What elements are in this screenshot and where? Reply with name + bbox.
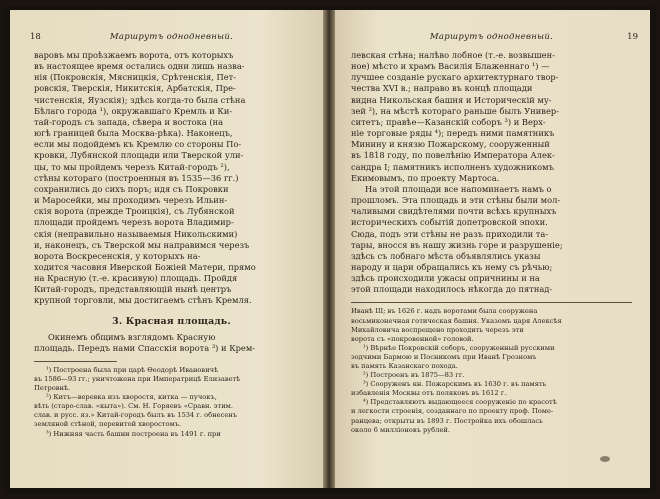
text-line: сандра I; памятникъ исполненъ художникомъ bbox=[351, 161, 554, 172]
text-line: тай-городъ съ запада, сѣвера и востока (на bbox=[34, 116, 224, 127]
text-line: чистенскія, Яузскія); здѣсь когда-то была стѣна bbox=[34, 94, 246, 105]
text-line: стѣны котораго (построенныя въ 1535—36 гг.) bbox=[34, 172, 239, 183]
text-line: если мы подойдемъ къ Кремлю со стороны По- bbox=[34, 139, 242, 150]
text-line: Минину и князю Пожарскому, сооруженный bbox=[351, 139, 550, 150]
text-line: въ настоящее время остались одни лишь назва- bbox=[34, 61, 245, 72]
text-line: ровскія, Тверскія, Никитскія, Арбатскія, Пре- bbox=[34, 83, 236, 94]
text-line: зей ²), на мѣстѣ котораго раньше былъ Универ- bbox=[351, 105, 559, 116]
footnote-divider bbox=[351, 302, 632, 303]
footnote-line: восьмиконечная готическая башня. Указомъ царя Алексѣя bbox=[351, 316, 562, 325]
section-heading: 3. Красная площадь. bbox=[112, 315, 231, 327]
right-page bbox=[335, 10, 650, 488]
page-number: 18 bbox=[30, 32, 41, 42]
text-line: ворота Воскресенскія, у которыхъ на- bbox=[34, 250, 201, 261]
footnote-line: слав. и русс. яз.» Китай-городъ былъ въ 1534 г. обнесенъ bbox=[34, 411, 238, 420]
footnote-line: Иванѣ III; въ 1626 г. надъ воротами была сооружена bbox=[351, 307, 538, 316]
text-line: площадь. Передъ нами Спасскія ворота ³) и Крем- bbox=[34, 342, 256, 353]
text-line: Сюда, подъ эти стѣны не разъ приходили та- bbox=[351, 228, 549, 239]
text-line: здѣсь съ лобнаго мѣста объявлялись указы bbox=[351, 250, 541, 261]
running-head: Маршрутъ однодневный. bbox=[109, 32, 234, 42]
left-body-text bbox=[34, 50, 309, 307]
footnote-line: ранцева; открыты въ 1893 г. Постройка ихъ обошлась bbox=[351, 416, 543, 425]
text-line: нія (Покровскія, Мясницкія, Срѣтенскія, Пет- bbox=[34, 72, 237, 83]
book-gutter bbox=[323, 10, 335, 488]
right-page-header bbox=[351, 32, 638, 46]
text-line: скія (неправильно называемыя Никольскими) bbox=[34, 228, 238, 239]
text-line: ходится часовня Иверской Божіей Матери, прямо bbox=[34, 261, 256, 272]
section-body-text bbox=[34, 332, 309, 354]
running-head: Маршрутъ однодневный. bbox=[429, 32, 554, 42]
footnote-line: избавленія Москвы отъ поляковъ въ 1612 г. bbox=[351, 389, 507, 398]
text-line: тары, вносся въ нашу жизнь горе и разрушеніе; bbox=[351, 239, 563, 250]
text-line: ситетъ; правѣе—Казанскій соборъ ³) и Верх- bbox=[351, 116, 546, 127]
text-line: чаливыми свидѣтелями почти всѣхъ крупныхъ bbox=[351, 206, 557, 217]
open-book bbox=[4, 6, 656, 494]
footnote-line: и легкости строенія, созданнаго по проекту проф. Поме- bbox=[351, 407, 554, 416]
text-line: этой площади находилось нѣкогда до пятнад- bbox=[351, 284, 553, 295]
footnote-line: ⁴) Представляютъ выдающееся сооруженіе по красотѣ bbox=[363, 398, 557, 407]
footnote-line: ³) Нижняя часть башни построена въ 1491 г. при bbox=[46, 429, 221, 438]
text-line: и, наконецъ, съ Тверской мы направимся черезъ bbox=[34, 239, 250, 250]
footnote-line: зодчими Бармою и Посникомъ при Иванѣ Грозномъ bbox=[351, 352, 537, 361]
text-line: и Маросейки, мы проходимъ черезъ Ильин- bbox=[34, 195, 228, 206]
footnote-line: ворота съ «покровенной» головой. bbox=[351, 334, 474, 343]
footnote-line: Михайловича воспрещено проходить черезъ эти bbox=[351, 325, 524, 334]
text-line: на Красную (т.-е. красивую) площадь. Пройдя bbox=[34, 273, 238, 284]
footnote-line: ¹) Построена была при царѣ Ѳеодорѣ Ивановичѣ bbox=[46, 365, 219, 374]
footnote-line: Петровнѣ. bbox=[34, 384, 71, 393]
page-number: 19 bbox=[627, 32, 638, 42]
footnote-divider bbox=[34, 361, 117, 362]
text-line: кровки, Лубянской площади или Тверской ули- bbox=[34, 150, 244, 161]
text-line: варовъ мы проѣзжаемъ ворота, отъ которыхъ bbox=[34, 50, 234, 60]
footnote-line: ²) Построенъ въ 1875—83 гг. bbox=[363, 371, 465, 380]
text-line: народу и цари обращались къ нему съ рѣчью; bbox=[351, 261, 553, 272]
text-line: ное) мѣсто и храмъ Василія Блаженнаго ¹) — bbox=[351, 61, 550, 72]
right-footnotes bbox=[351, 307, 632, 434]
text-line: лучшее созданіе рускаго архитектурнаго твор- bbox=[351, 72, 559, 83]
footnote-line: вѣть (старо-слав. «кыта»). См. Н. Горяевъ «Сравн. этим. bbox=[34, 402, 233, 411]
text-line: левская стѣна; налѣво лобное (т.-е. возвышен- bbox=[351, 50, 555, 60]
text-line: Екимовымъ, по проекту Мартоса. bbox=[351, 172, 500, 183]
text-line: въ 1818 году, по повелѣнію Императора Алек- bbox=[351, 150, 555, 161]
footnote-line: земляной стѣной, перевитой хворостомъ. bbox=[34, 420, 182, 429]
text-line: югѣ границей была Москва-рѣка). Наконецъ, bbox=[34, 128, 233, 139]
text-line: чества XVI в.; направо въ концѣ площади bbox=[351, 83, 533, 94]
footnote-line: въ память Казанскаго похода. bbox=[351, 362, 458, 370]
text-line: историческихъ событій допетровской эпохи. bbox=[351, 217, 548, 228]
text-line: На этой площади все напоминаетъ намъ о bbox=[365, 183, 552, 194]
left-footnotes bbox=[34, 366, 309, 439]
text-line: Окинемъ общимъ взглядомъ Красную bbox=[48, 331, 216, 342]
footnote-line: около 6 милліоновъ рублей. bbox=[351, 425, 450, 434]
text-line: ніе торговые ряды ⁴); передъ ними памятникъ bbox=[351, 128, 555, 139]
text-line: прошломъ. Эта площадь и эти стѣны были мол- bbox=[351, 195, 561, 206]
text-line: крупной торговли, мы достигаемъ стѣнъ Кремля. bbox=[34, 295, 252, 306]
footnote-line: въ 1586—93 гг.; уничтожена при Императрицѣ Елизаветѣ bbox=[34, 375, 241, 383]
text-line: видна Никольская башня и Историческій му- bbox=[351, 94, 552, 105]
text-line: цы, то мы пройдемъ черезъ Китай-городъ ²), bbox=[34, 161, 230, 172]
ink-stain bbox=[600, 456, 610, 462]
text-line: скія ворота (прежде Троицкія), съ Лубянской bbox=[34, 206, 235, 217]
left-page bbox=[10, 10, 323, 488]
left-page-header bbox=[30, 32, 309, 46]
text-line: площади пройдемъ черезъ ворота Владимир- bbox=[34, 217, 234, 228]
footnote-line: ¹) Вѣрнѣе Покровскій соборъ, сооруженный русскими bbox=[363, 343, 555, 352]
text-line: Бѣлаго города ¹), окружавшаго Кремль и Ки- bbox=[34, 105, 233, 116]
text-line: Китай-городъ, представляющій нынѣ центръ bbox=[34, 284, 232, 295]
text-line: здѣсь происходили ужасы опричнины и на bbox=[351, 273, 540, 284]
footnote-line: ³) Сооруженъ кн. Пожарскимъ въ 1630 г. въ память bbox=[363, 380, 547, 389]
right-body-text bbox=[351, 50, 632, 295]
footnote-line: ²) Китъ—веревка изъ хворостя, китка — пучокъ, bbox=[46, 393, 217, 402]
text-line: сохранились до сихъ поръ; идя съ Покровки bbox=[34, 183, 229, 194]
